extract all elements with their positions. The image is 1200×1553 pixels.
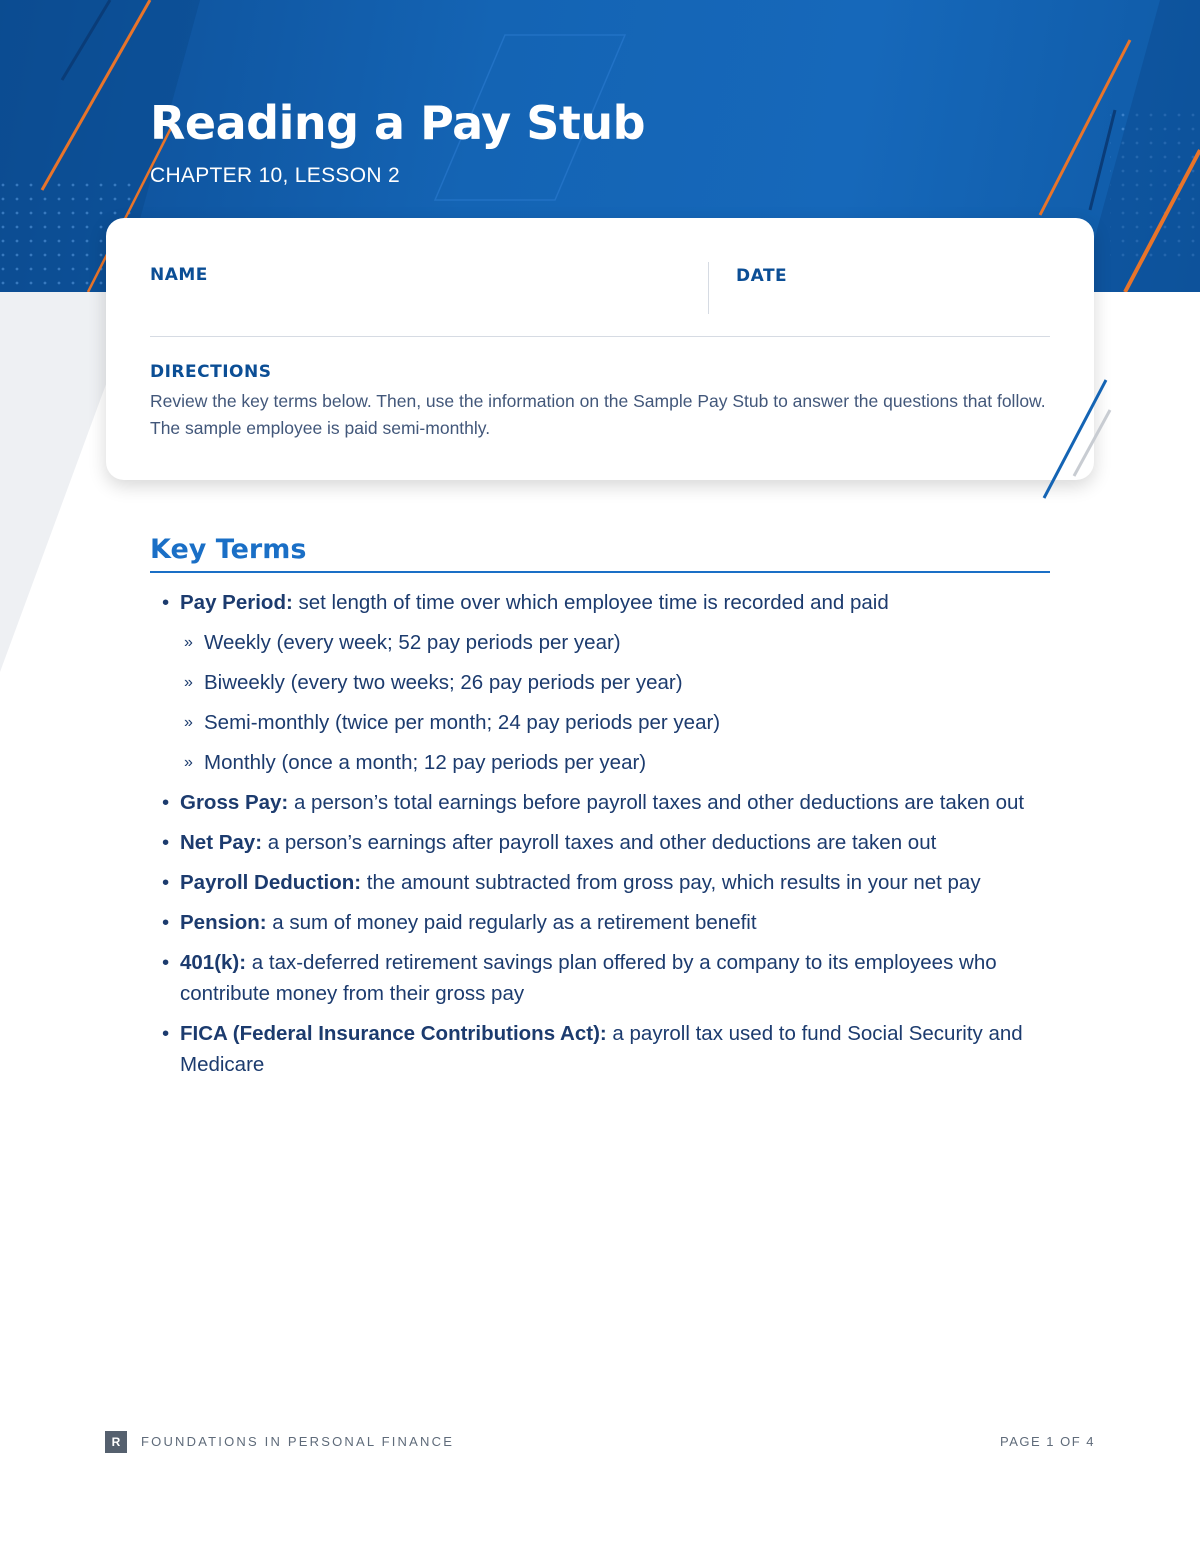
directions-label: DIRECTIONS: [150, 362, 272, 382]
page-footer: [105, 1431, 1095, 1453]
term-name: FICA (Federal Insurance Contributions Act):: [180, 1022, 607, 1045]
brand-logo-icon: R: [105, 1431, 127, 1453]
term-gross-pay: [162, 787, 1057, 818]
page-title: Reading a Pay Stub: [150, 96, 646, 150]
field-divider: [708, 262, 709, 314]
term-definition: a payroll tax used to fund Social Security and Medicare: [180, 1022, 1023, 1076]
term-name: Net Pay:: [180, 831, 263, 854]
term-definition: a person’s total earnings before payroll taxes and other deductions are taken out: [288, 791, 1025, 814]
date-field-label: DATE: [736, 266, 788, 286]
name-field-label: NAME: [150, 265, 208, 285]
term-payroll-deduction: [162, 867, 1057, 898]
term-name: Payroll Deduction:: [180, 871, 362, 894]
directions-text: Review the key terms below. Then, use the information on the Sample Pay Stub to answer the questions that follow. The sample employee is paid semi-monthly.: [150, 391, 1046, 438]
decorative-strokes: [1030, 370, 1120, 510]
term-name: Pay Period:: [180, 591, 293, 614]
key-terms-rule: [150, 571, 1050, 573]
key-terms-list: [162, 578, 1057, 1080]
term-definition: the amount subtracted from gross pay, which results in your net pay: [361, 871, 981, 894]
chapter-lesson-label: CHAPTER 10, LESSON 2: [150, 164, 400, 187]
term-definition: a tax-deferred retirement savings plan offered by a company to its employees who contribute money from their gross pay: [180, 951, 997, 1005]
term-name: Gross Pay:: [180, 791, 289, 814]
program-name: FOUNDATIONS IN PERSONAL FINANCE: [141, 1434, 455, 1449]
term-name: Pension:: [180, 911, 267, 934]
student-info-card: [106, 218, 1094, 480]
card-divider: [150, 336, 1050, 337]
term-name: 401(k):: [180, 951, 247, 974]
term-pension: [162, 907, 1057, 938]
pay-period-weekly: » Weekly (every week; 52 pay periods per year): [180, 627, 1057, 658]
term-401k: [162, 947, 1057, 1009]
term-fica: [162, 1018, 1057, 1080]
term-definition: a person’s earnings after payroll taxes and other deductions are taken out: [262, 831, 937, 854]
term-definition: set length of time over which employee time is recorded and paid: [292, 591, 889, 614]
pay-period-semi-monthly: » Semi-monthly (twice per month; 24 pay periods per year): [180, 707, 1057, 738]
pay-period-types: [180, 627, 1057, 778]
page-number: PAGE 1 OF 4: [999, 1434, 1095, 1449]
key-terms-heading: Key Terms: [150, 534, 307, 565]
pay-period-monthly: » Monthly (once a month; 12 pay periods per year): [180, 747, 1057, 778]
term-definition: a sum of money paid regularly as a retirement benefit: [266, 911, 757, 934]
term-pay-period: [162, 587, 1057, 778]
term-net-pay: [162, 827, 1057, 858]
pay-period-biweekly: » Biweekly (every two weeks; 26 pay periods per year): [180, 667, 1057, 698]
